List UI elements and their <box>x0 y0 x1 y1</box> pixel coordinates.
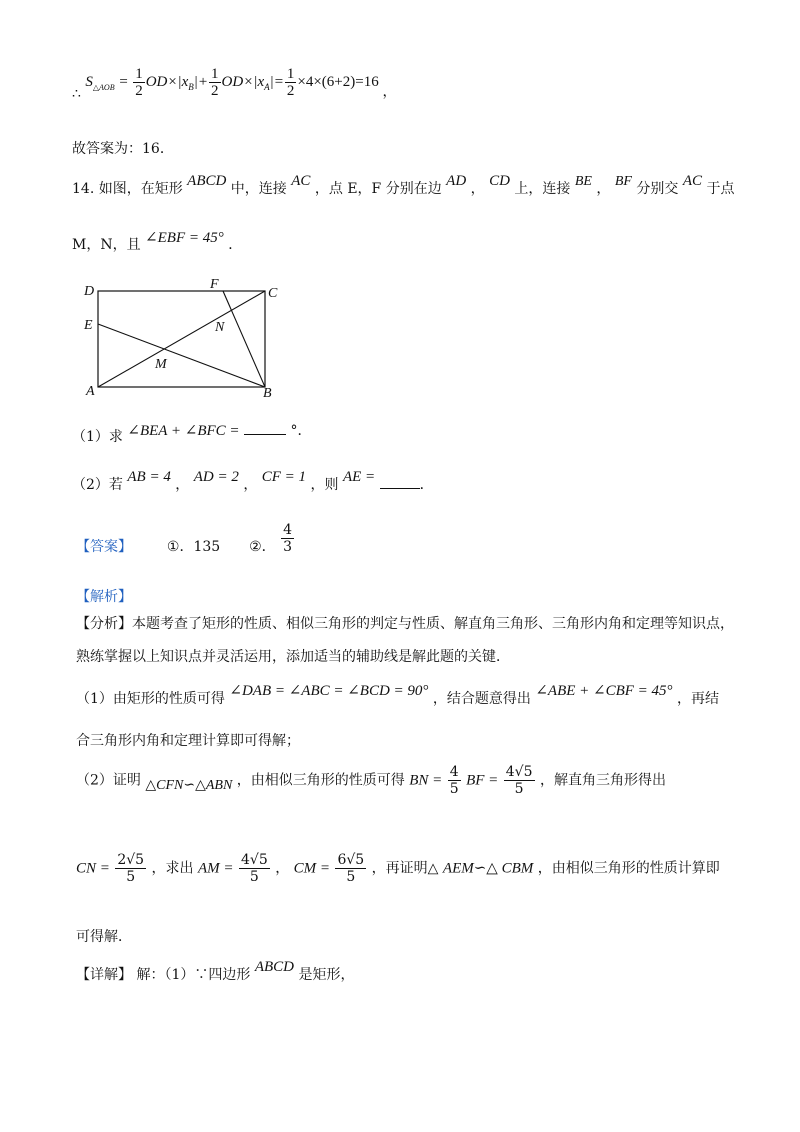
answer-line: 故答案为：16． <box>72 141 174 157</box>
part2-tail: ． <box>419 477 434 493</box>
q14-text-d: 上，连接 <box>514 181 571 197</box>
area-formula-comma: ， <box>382 83 397 100</box>
q14-number: 14. <box>72 181 95 197</box>
fenxi-line2: 熟练掌握以上知识点并灵活运用，添加适当的辅助线是解此题的关键． <box>76 649 510 665</box>
q14-be: BE <box>574 174 592 189</box>
fraction-cn <box>115 852 146 885</box>
label-f: F <box>210 277 219 292</box>
analysis-p3-am: AM = <box>198 860 234 877</box>
label-c: C <box>268 286 278 301</box>
analysis-p1-text-c: ，再结 <box>677 691 719 707</box>
analysis-p2-text-a: （2）证明 <box>76 772 141 789</box>
detail-line <box>76 956 355 983</box>
fraction-cn-num: 2√5 <box>117 852 145 868</box>
part1-label: （1）求 <box>72 429 123 445</box>
part2-ae: AE = <box>342 469 376 485</box>
analysis-p3-text-c: ，由相似三角形的性质计算即 <box>537 860 720 877</box>
segment-bf <box>223 291 265 387</box>
q14-comma2: ， <box>596 181 611 197</box>
analysis-p3-cm: CM = <box>293 860 331 877</box>
part2-then: ，则 <box>310 477 339 493</box>
analysis-p3-similar: AEM∽△ CBM <box>442 860 534 877</box>
q14-text-f: 于点 <box>706 181 735 197</box>
analysis-p2-similar: △CFN∽△ABN <box>145 777 233 793</box>
diagonal-ac <box>98 291 265 387</box>
analysis-p3-line: CN = $\frac{2√5}{5}$ ，求出 AM = $\frac{4√5}{5}$ ， CM = $\frac{6√5}{5}$ ，再证明△ AEM∽△ CBM ，由相似三角形的性质计算即 <box>76 852 720 885</box>
q14-text-e: 分别交 <box>636 181 679 197</box>
label-b: B <box>263 386 272 400</box>
analysis-p3-text-b: ，再证明△ <box>371 860 439 877</box>
label-a: A <box>86 384 95 399</box>
q14-text-b: 中，连接 <box>230 181 287 197</box>
detail-tag: 【详解】 <box>76 967 132 983</box>
q14-mn-text: M，N，且 <box>72 237 141 253</box>
rectangle-figure <box>80 276 290 400</box>
analysis-p2-line <box>76 764 666 797</box>
analysis-p1-line <box>76 680 719 707</box>
answer-part2-fraction <box>281 522 294 555</box>
label-e: E <box>84 318 93 333</box>
fraction-four-fifths-num: 4 <box>449 764 459 780</box>
fraction-four-root5-over5 <box>504 764 535 797</box>
answer-part2-denominator: 3 <box>283 539 293 555</box>
answer-part2-prefix: ②． <box>249 538 276 555</box>
q14-rect-name: ABCD <box>187 173 227 189</box>
fraction-four-fifths-den: 5 <box>449 781 459 797</box>
q14-angle: ∠EBF = 45° <box>145 230 224 246</box>
detail-text-a: 解：（1）∵四边形 <box>136 967 251 983</box>
analysis-p1-equation2: ∠ABE + ∠CBF = 45° <box>535 683 673 699</box>
q14-ac2: AC <box>682 173 703 189</box>
answer-part1: ①．135 <box>166 538 221 555</box>
q14-cd: CD <box>489 173 510 189</box>
analysis-p1-line2: 合三角形内角和定理计算即可得解； <box>76 733 300 749</box>
q14-period: ． <box>228 237 243 253</box>
analysis-p2-bf: BF = <box>466 772 499 789</box>
q14-line1 <box>72 173 735 198</box>
q14-line2 <box>72 230 243 254</box>
area-formula: $S_{\triangle AOB}$ = $\frac{1}{2}$ $OD\times|x_B|+$ $\frac{1}{2}$ $OD\times|x_A|=$ $\frac{1}{2}$ ×4×(6+2)=16 <box>85 66 379 99</box>
analysis-p3-line2: 可得解． <box>76 929 132 945</box>
analysis-p2-text-b: ，由相似三角形的性质可得 <box>236 772 405 789</box>
q14-ad: AD <box>446 173 467 189</box>
fraction-four-root5-num: 4√5 <box>505 764 533 780</box>
part2-ab: AB = 4 <box>127 469 171 485</box>
fenxi-line1 <box>76 613 734 633</box>
therefore-symbol: ∴ <box>72 85 81 102</box>
fraction-four-root5-den: 5 <box>514 781 524 797</box>
part1-line <box>72 420 312 445</box>
answer-line-block <box>76 522 295 555</box>
label-n: N <box>215 320 225 335</box>
fraction-am-num: 4√5 <box>240 852 268 868</box>
fraction-cm-num: 6√5 <box>337 852 365 868</box>
analysis-p1-text-b: ，结合题意得出 <box>432 691 531 707</box>
part2-line: （2）若 AB = 4 ， AD = 2 ， CF = 1 ，则 AE = ． <box>72 469 434 493</box>
q14-ac: AC <box>291 173 311 189</box>
answer-part2-numerator: 4 <box>283 522 293 538</box>
part1-tail: °． <box>290 423 312 439</box>
fraction-cn-den: 5 <box>126 869 136 885</box>
area-formula-line <box>72 66 397 102</box>
label-d: D <box>84 284 95 299</box>
analysis-p3-text-a: ，求出 <box>151 860 194 877</box>
answer-tag: 【答案】 <box>76 538 132 555</box>
fenxi-text: 本题考查了矩形的性质、相似三角形的判定与性质、解直角三角形、三角形内角和定理等知识点， <box>132 616 734 632</box>
analysis-p1-text-a: （1）由矩形的性质可得 <box>76 691 225 707</box>
q14-comma: ， <box>470 181 485 197</box>
part1-answer-blank[interactable] <box>244 422 286 435</box>
analysis-tag: 【解析】 <box>76 589 132 605</box>
analysis-p3-cn: CN = <box>76 860 110 877</box>
segment-be <box>98 324 265 387</box>
analysis-p2-text-c: ，解直角三角形得出 <box>539 772 666 789</box>
analysis-p2-bn: BN = <box>409 772 443 789</box>
part2-label: （2）若 <box>72 477 123 493</box>
detail-text-b: 是矩形， <box>298 967 355 983</box>
part2-ad: AD = 2 <box>193 469 239 485</box>
fenxi-tag: 【分析】 <box>76 616 132 632</box>
fraction-cm <box>335 852 366 885</box>
label-m: M <box>155 357 167 372</box>
fraction-am-den: 5 <box>249 869 259 885</box>
part2-answer-blank[interactable] <box>380 476 420 489</box>
fraction-four-fifths <box>448 764 461 797</box>
detail-rect-name: ABCD <box>254 959 294 975</box>
fraction-am <box>239 852 270 885</box>
fraction-cm-den: 5 <box>346 869 356 885</box>
q14-bf: BF <box>614 174 632 189</box>
q14-text-c: ，点 E，F 分别在边 <box>314 181 442 197</box>
analysis-p1-equation: ∠DAB = ∠ABC = ∠BCD = 90° <box>229 683 429 699</box>
q14-text-a: 如图，在矩形 <box>98 181 183 197</box>
part2-cf: CF = 1 <box>261 469 307 485</box>
part1-expression: ∠BEA + ∠BFC = <box>127 423 240 439</box>
